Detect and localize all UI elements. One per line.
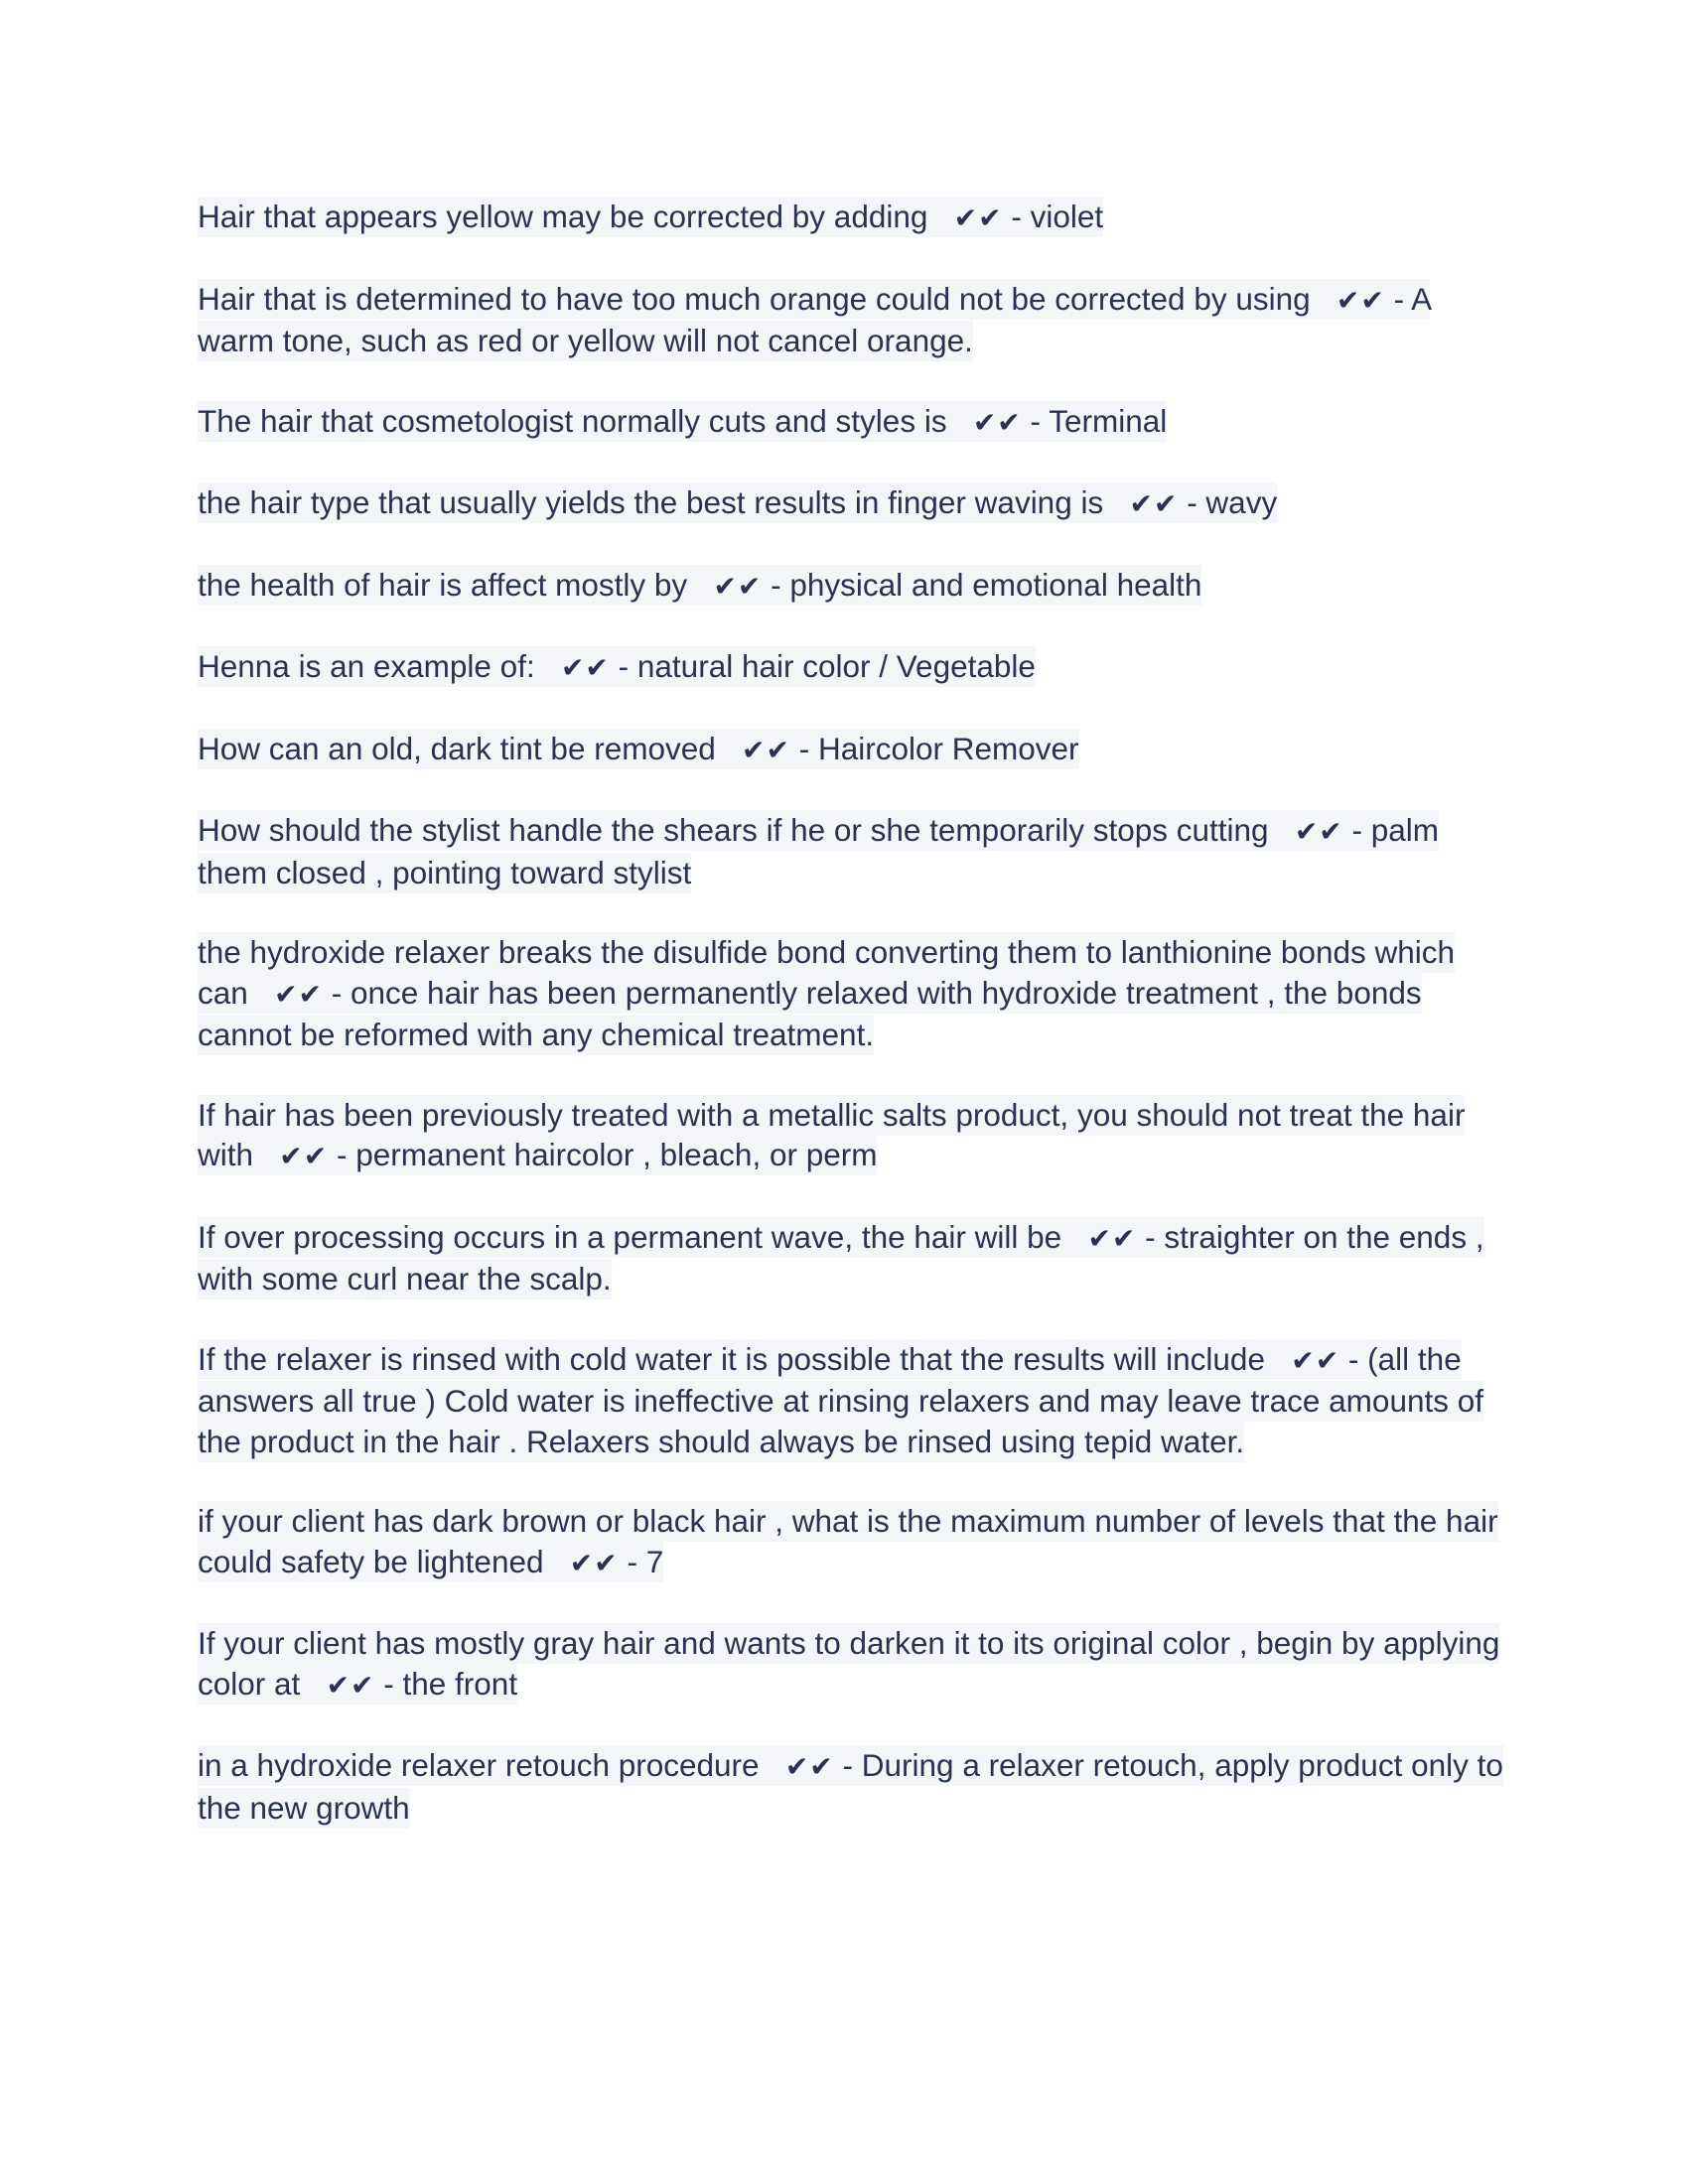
double-check-icon: ✔✔ <box>784 1750 834 1783</box>
question-text: if your client has dark brown or black hair , what is the maximum number of levels that the hair could safety be lightened <box>198 1503 1498 1579</box>
answer-text: - (all the answers all true ) Cold water is ineffective at rinsing relaxers and may leave trace amounts of the product in the hair . Relaxers should always be rinsed using tepid water. <box>198 1340 1484 1459</box>
answer-text: - straighter on the ends , with some curl near the scalp. <box>198 1218 1484 1297</box>
answer-text: - During a relaxer retouch, apply product only to the new growth <box>198 1747 1503 1826</box>
question-text: If your client has mostly gray hair and wants to darken it to its original color , begin by applying color at <box>198 1625 1500 1702</box>
qa-item <box>198 1623 1508 1706</box>
double-check-icon: ✔✔ <box>1294 815 1343 848</box>
qa-item <box>198 1217 1508 1299</box>
answer-text: - Terminal <box>1030 402 1168 439</box>
double-check-icon: ✔✔ <box>560 651 610 684</box>
qa-item <box>198 565 1508 608</box>
double-check-icon: ✔✔ <box>326 1668 375 1702</box>
question-text: Henna is an example of: <box>198 648 535 684</box>
question-text: the health of hair is affect mostly by <box>198 566 688 603</box>
question-text: If the relaxer is rinsed with cold water it is possible that the results will include <box>198 1340 1265 1377</box>
double-check-icon: ✔✔ <box>742 733 790 766</box>
question-text: How can an old, dark tint be removed <box>198 730 716 766</box>
double-check-icon: ✔✔ <box>972 405 1022 439</box>
question-text: Hair that appears yellow may be corrected by adding <box>198 199 928 234</box>
answer-text: - palm them closed , pointing toward stylist <box>198 812 1440 890</box>
qa-item <box>198 1501 1508 1583</box>
double-check-icon: ✔✔ <box>1291 1343 1340 1377</box>
question-text: If hair has been previously treated with a metallic salts product, you should not treat the hair with <box>198 1096 1466 1172</box>
double-check-icon: ✔✔ <box>274 977 323 1011</box>
double-check-icon: ✔✔ <box>1129 487 1179 520</box>
qa-item <box>198 1745 1508 1828</box>
qa-item <box>198 932 1508 1055</box>
question-text: How should the stylist handle the shears if he or she temporarily stops cutting <box>198 812 1269 848</box>
question-text: Hair that is determined to have too much orange could not be corrected by using <box>198 280 1311 317</box>
qa-item <box>198 646 1508 689</box>
answer-text: - A warm tone, such as red or yellow will not cancel orange. <box>198 280 1431 358</box>
double-check-icon: ✔✔ <box>1087 1221 1137 1255</box>
answer-text: - Haircolor Remover <box>798 730 1079 766</box>
question-text: If over processing occurs in a permanent wave, the hair will be <box>198 1218 1062 1255</box>
answer-text: - natural hair color / Vegetable <box>618 648 1036 684</box>
double-check-icon: ✔✔ <box>569 1546 619 1579</box>
answer-text: - wavy <box>1187 484 1278 520</box>
qa-item <box>198 1095 1508 1177</box>
question-text: The hair that cosmetologist normally cuts and styles is <box>198 402 947 439</box>
qa-item <box>198 401 1508 444</box>
answer-text: - 7 <box>627 1543 664 1579</box>
qa-item <box>198 279 1508 361</box>
question-text: the hair type that usually yields the best results in finger waving is <box>198 484 1104 520</box>
double-check-icon: ✔✔ <box>713 569 763 603</box>
double-check-icon: ✔✔ <box>953 202 1003 234</box>
qa-item <box>198 197 1508 239</box>
qa-item <box>198 1339 1508 1462</box>
document-page <box>198 197 1508 1867</box>
answer-text: - physical and emotional health <box>771 566 1202 603</box>
answer-text: - permanent haircolor , bleach, or perm <box>336 1137 878 1172</box>
double-check-icon: ✔✔ <box>279 1140 329 1172</box>
question-text: the hydroxide relaxer breaks the disulfide bond converting them to lanthionine bonds which can <box>198 934 1456 1011</box>
answer-text: - the front <box>383 1665 518 1702</box>
qa-item <box>198 482 1508 525</box>
qa-item <box>198 729 1508 771</box>
answer-text: - once hair has been permanently relaxed with hydroxide treatment , the bonds cannot be reformed with any chemical treatment. <box>198 974 1422 1052</box>
question-text: in a hydroxide relaxer retouch procedure <box>198 1747 760 1783</box>
double-check-icon: ✔✔ <box>1336 283 1385 317</box>
answer-text: - violet <box>1011 199 1104 234</box>
qa-item <box>198 810 1508 892</box>
